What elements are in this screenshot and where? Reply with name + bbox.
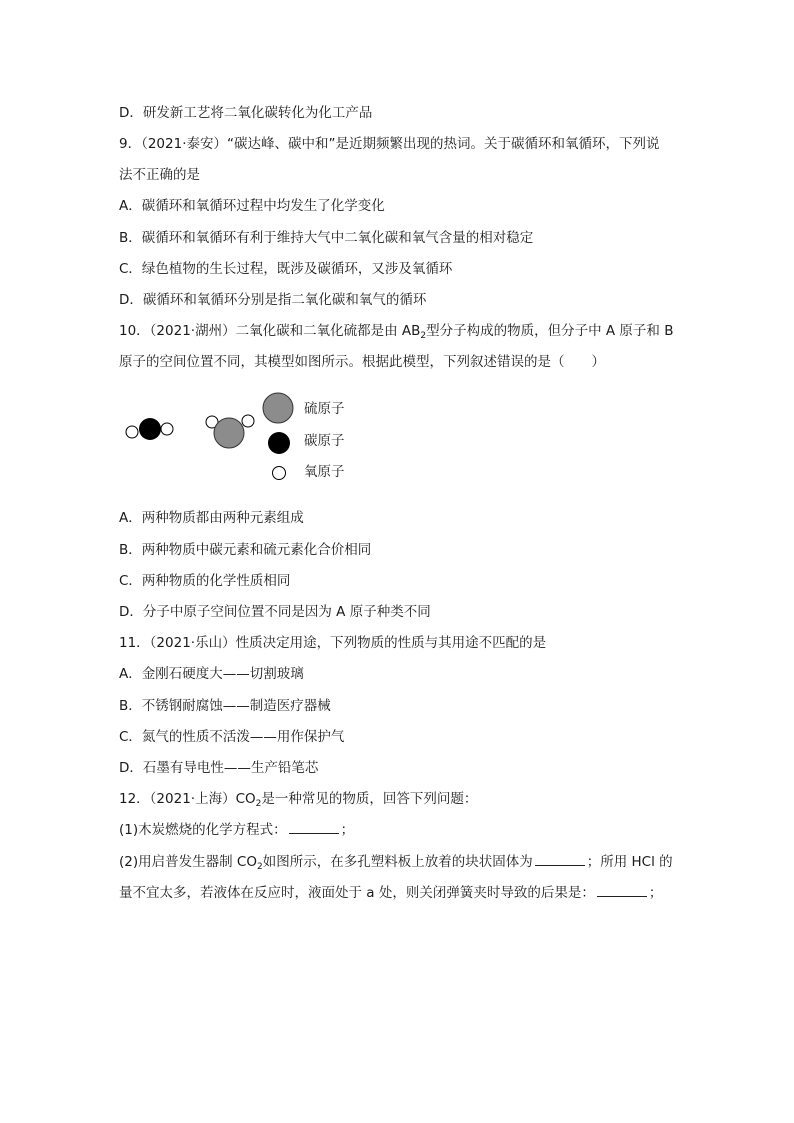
q12-part2-line2-end: ； [648,885,663,901]
q12-stem-post: 是一种常见的物质，回答下列问题： [261,791,478,807]
q11-option-d: D．石墨有导电性——生产铅笔芯 [119,760,319,776]
q10-option-d: D．分子中原子空间位置不同是因为 A 原子种类不同 [119,604,431,620]
q12-stem-pre: 12．（2021·上海）CO [119,791,256,807]
q12-part1-text: (1)木炭燃烧的化学方程式： [119,822,287,838]
q12-part2-line1 [119,853,673,876]
legend-carbon-symbol [268,432,290,454]
legend-sulfur-symbol [263,393,293,423]
legend-sulfur-label: 硫原子 [304,401,345,417]
q10-option-a: A．两种物质都由两种元素组成 [119,510,304,526]
q10-stem-subscript: 2 [420,331,427,341]
so2-sulfur-atom [214,418,244,448]
q12-stem-subscript: 2 [255,799,262,809]
q11-option-b: B．不锈钢耐腐蚀——制造医疗器械 [119,698,331,714]
co2-oxygen-atom-left [126,426,138,438]
q11-stem: 11．（2021·乐山）性质决定用途，下列物质的性质与其用途不匹配的是 [119,635,547,651]
legend-oxygen-label: 氧原子 [304,464,345,480]
q12-part2-line2 [119,884,662,902]
q9-option-c: C．绿色植物的生长过程，既涉及碳循环，又涉及氧循环 [119,261,453,277]
so2-oxygen-atom-right [242,415,254,427]
q10-stem-pre: 10．（2021·湖州）二氧化碳和二氧化硫都是由 AB [119,323,421,339]
q12-part2-subscript: 2 [256,862,263,872]
q10-stem-line1 [119,322,673,345]
q11-option-c: C．氮气的性质不活泼——用作保护气 [119,729,345,745]
q9-stem-line1: 9．（2021·泰安）“碳达峰、碳中和”是近期频繁出现的热词。关于碳循环和氧循环，下列说 [119,136,660,152]
q9-option-b: B．碳循环和氧循环有利于维持大气中二氧化碳和氧气含量的相对稳定 [119,230,534,246]
co2-oxygen-atom-right [161,423,173,435]
q10-option-c: C．两种物质的化学性质相同 [119,573,291,589]
co2-molecule-model [126,418,173,440]
legend-oxygen-symbol [273,467,286,480]
q10-stem-post: 型分子构成的物质，但分子中 A 原子和 B [426,323,674,339]
q8-option-d: D．研发新工艺将二氧化碳转化为化工产品 [119,105,373,121]
co2-carbon-atom [139,418,161,440]
q9-stem-line2: 法不正确的是 [119,167,200,183]
legend-carbon-label: 碳原子 [304,433,345,449]
q12-part2-line2-text: 量不宜太多，若液体在反应时，液面处于 a 处，则关闭弹簧夹时导致的后果是： [119,885,595,901]
q12-part1 [119,821,354,839]
molecule-model-figure [118,388,308,488]
q12-part2-end: ；所用 HCl 的 [586,854,673,870]
q10-option-b: B．两种物质中碳元素和硫元素化合价相同 [119,542,372,558]
q12-part2-answer-blank-1[interactable] [535,853,585,866]
so2-molecule-model [206,415,254,448]
q12-part2-answer-blank-2[interactable] [597,884,647,897]
q12-stem [119,790,477,813]
q12-part2-mid: 如图所示，在多孔塑料板上放着的块状固体为 [262,854,533,870]
q9-option-a: A．碳循环和氧循环过程中均发生了化学变化 [119,198,385,214]
q12-part2-pre: (2)用启普发生器制 CO [119,854,257,870]
q12-part1-answer-blank[interactable] [289,821,339,834]
q9-option-d: D．碳循环和氧循环分别是指二氧化碳和氧气的循环 [119,292,427,308]
q10-stem-line2: 原子的空间位置不同，其模型如图所示。根据此模型，下列叙述错误的是（ ） [119,354,605,370]
q11-option-a: A．金刚石硬度大——切割玻璃 [119,666,304,682]
q12-part1-end: ； [340,822,355,838]
